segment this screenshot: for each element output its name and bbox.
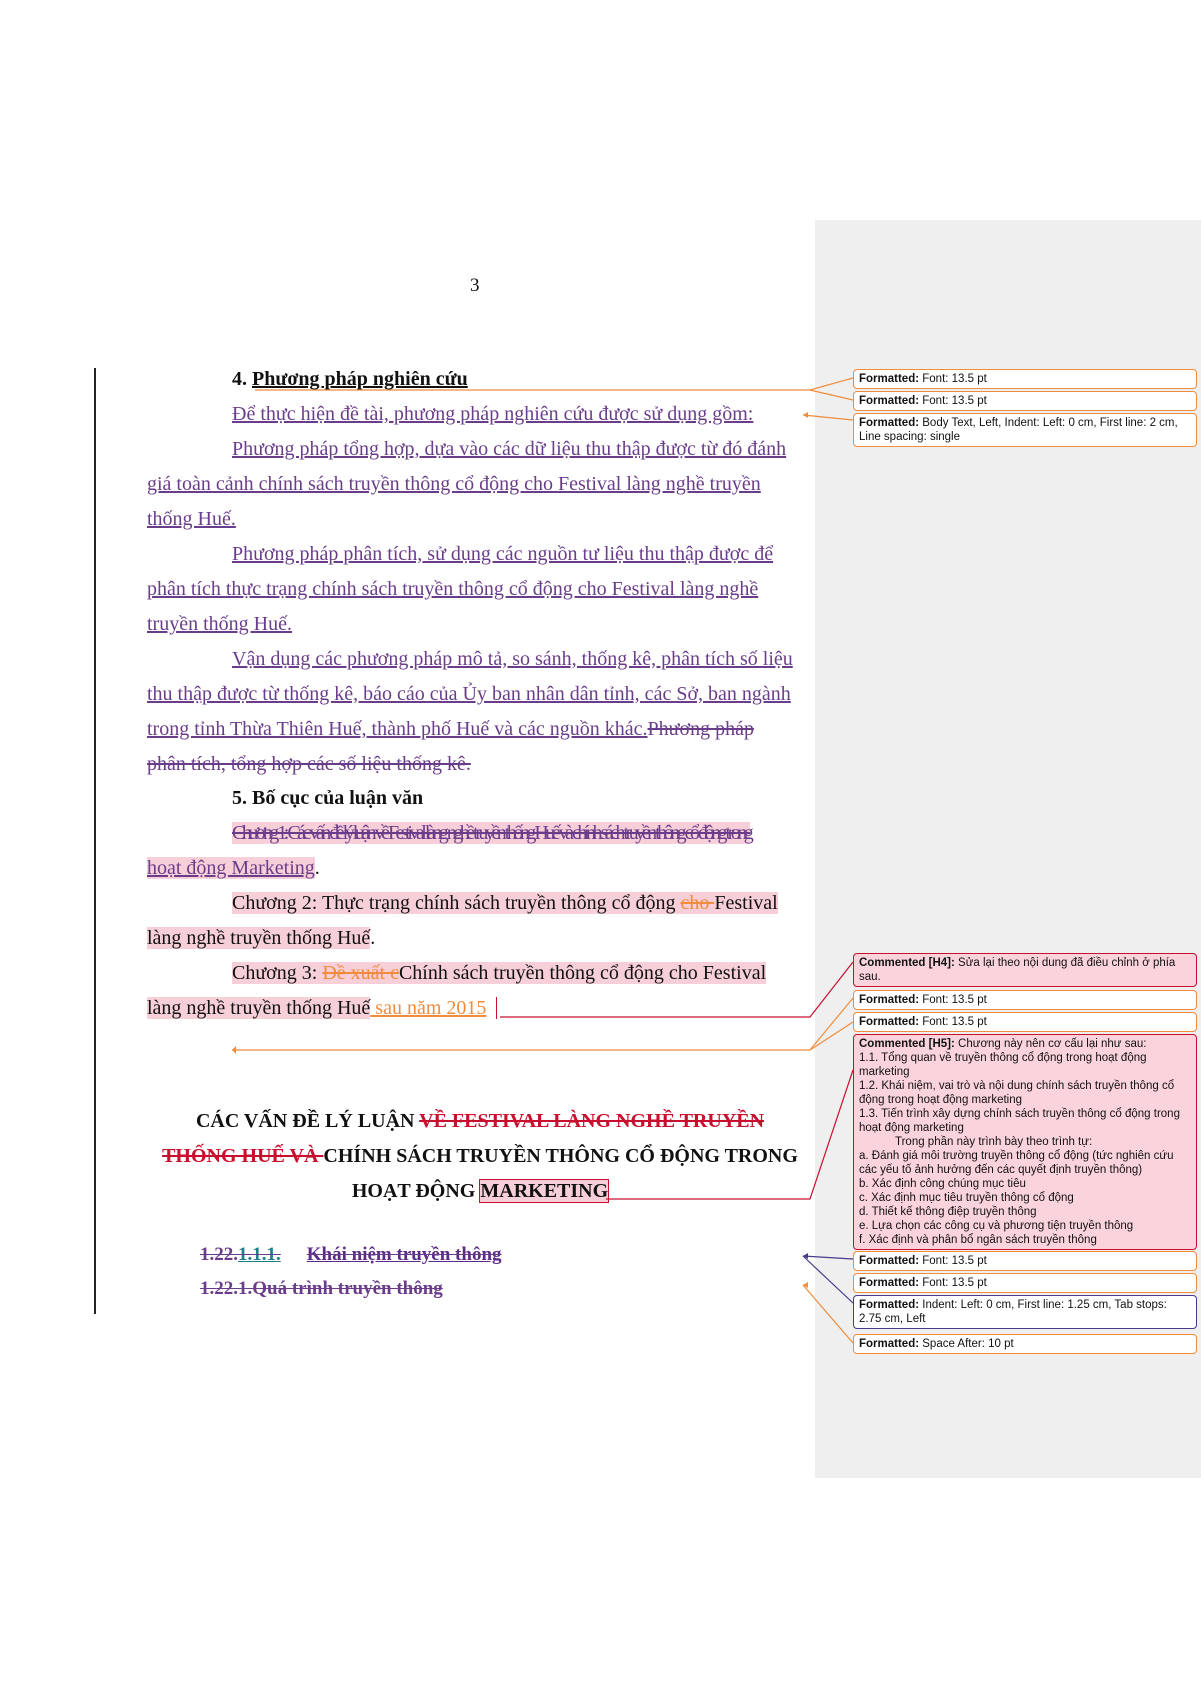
chapter1-line2[interactable]: hoạt động Marketing.	[147, 857, 320, 879]
para3-line1[interactable]: Vận dụng các phương pháp mô tả, so sánh, thống kê, phân tích số liệu	[232, 648, 793, 670]
balloon-formatted-3[interactable]: Formatted: Body Text, Left, Indent: Left: 0 cm, First line: 2 cm, Line spacing: single	[853, 413, 1197, 447]
balloon-formatted-6[interactable]: Formatted: Font: 13.5 pt	[853, 1251, 1197, 1271]
para2-line3[interactable]: truyền thống Huế.	[147, 613, 292, 635]
balloon-formatted-7[interactable]: Formatted: Font: 13.5 pt	[853, 1273, 1197, 1293]
balloon-formatted-8[interactable]: Formatted: Indent: Left: 0 cm, First line: 1.25 cm, Tab stops: 2.75 cm, Left	[853, 1295, 1197, 1329]
para3-line3[interactable]: trong tỉnh Thừa Thiên Huế, thành phố Huế và các nguồn khác.Phương pháp	[147, 718, 754, 740]
para1-line2[interactable]: giá toàn cảnh chính sách truyền thông cổ động cho Festival làng nghề truyền	[147, 473, 761, 495]
method-intro[interactable]: Để thực hiện đề tài, phương pháp nghiên cứu được sử dụng gồm:	[232, 403, 754, 425]
chapter3-line1[interactable]: Chương 3: Đề xuất cChính sách truyền thông cổ động cho Festival	[232, 962, 767, 984]
chapter2-line2[interactable]: làng nghề truyền thống Huế.	[147, 927, 376, 949]
chapter-heading-line1: CÁC VẤN ĐỀ LÝ LUẬN VỀ FESTIVAL LÀNG NGHỀ TRUYỀN	[195, 1110, 765, 1132]
layout-heading[interactable]: 5. Bố cục của luận văn	[232, 787, 424, 809]
change-bar	[94, 368, 96, 1314]
subheading-1[interactable]: 1.22.1.1.1. Khái niệm truyền thông	[200, 1244, 502, 1265]
balloon-formatted-4[interactable]: Formatted: Font: 13.5 pt	[853, 990, 1197, 1010]
comment-h4[interactable]: Commented [H4]: Sửa lại theo nội dung đã điều chỉnh ở phía sau.	[853, 953, 1197, 987]
balloon-formatted-2[interactable]: Formatted: Font: 13.5 pt	[853, 391, 1197, 411]
method-heading[interactable]: 4. Phương pháp nghiên cứu	[232, 368, 468, 390]
para3-line4-deleted[interactable]: phân tích, tổng hợp các số liệu thống kê.	[147, 753, 471, 775]
para1-line1[interactable]: Phương pháp tổng hợp, dựa vào các dữ liệu thu thập được từ đó đánh	[232, 438, 787, 460]
chapter2-line1[interactable]: Chương 2: Thực trạng chính sách truyền thông cổ động cho Festival	[232, 892, 778, 914]
balloon-formatted-1[interactable]: Formatted: Font: 13.5 pt	[853, 369, 1197, 389]
chapter-heading[interactable]	[150, 1104, 810, 1209]
para2-line2[interactable]: phân tích thực trạng chính sách truyền thông cổ động cho Festival làng nghề	[147, 578, 759, 600]
chapter-heading-line3: HOẠT ĐỘNG MARKETING	[351, 1180, 609, 1202]
chapter3-line2[interactable]: làng nghề truyền thống Huế sau năm 2015	[147, 997, 497, 1020]
para1-line3[interactable]: thống Huế.	[147, 508, 236, 530]
balloon-formatted-5[interactable]: Formatted: Font: 13.5 pt	[853, 1012, 1197, 1032]
balloon-formatted-9[interactable]: Formatted: Space After: 10 pt	[853, 1334, 1197, 1354]
subheading-2[interactable]: 1.22.1.Quá trình truyền thông	[200, 1278, 443, 1299]
para2-line1[interactable]: Phương pháp phân tích, sử dụng các nguồn tư liệu thu thập được để	[232, 543, 774, 565]
page-number: 3	[470, 275, 480, 296]
chapter1-line1[interactable]: Chương 1: Các vấn đề lý luận về Festival làng nghề truyền thống Huế và chính sách truyền thông cổ động trong	[232, 822, 751, 844]
para3-line2[interactable]: thu thập được từ thống kê, báo cáo của Ủy ban nhân dân tỉnh, các Sở, ban ngành	[147, 683, 791, 705]
comment-h5[interactable]: Commented [H5]: Chương này nên cơ cấu lại như sau: 1.1. Tổng quan về truyền thông cổ động trong hoạt động marketing 1.2. Khái niệm, vai trò và nội dung chính sách truyền thông cổ động trong hoạt động marketing 1.3. Tiến trình xây dựng chính sách truyền thông cổ động trong hoạt động marketing Trong phần này trình bày theo trình tự: a. Đánh giá môi trường truyền thông cổ động (tức nghiên cứu các yếu tố ảnh hưởng đến các quyết định truyền thông) b. Xác định công chúng mục tiêu c. Xác định mục tiêu truyền thông cổ động d. Thiết kế thông điệp truyền thông e. Lựa chọn các công cụ và phương tiện truyền thông f. Xác định và phân bổ ngân sách truyền thông	[853, 1034, 1197, 1250]
chapter-heading-line2: THỐNG HUẾ VÀ CHÍNH SÁCH TRUYỀN THÔNG CỔ ĐỘNG TRONG	[162, 1145, 798, 1167]
